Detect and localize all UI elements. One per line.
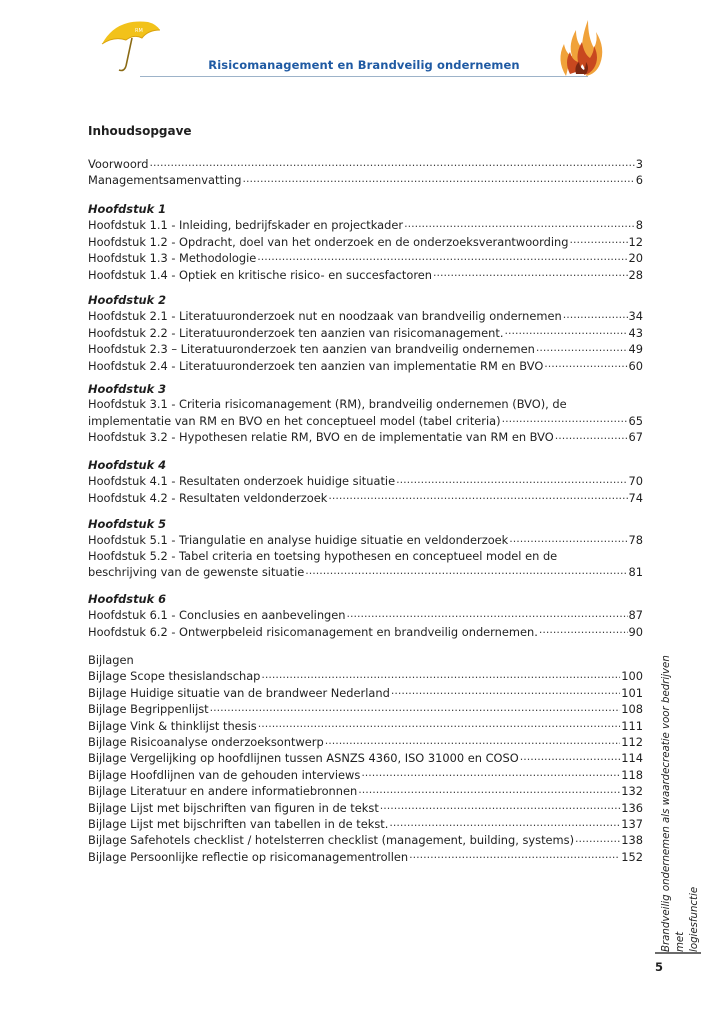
toc-entry-page: 49 bbox=[628, 342, 643, 357]
appendices-label: Bijlagen bbox=[88, 653, 134, 667]
toc-entry-page: 34 bbox=[628, 309, 643, 324]
toc-row[interactable] bbox=[88, 701, 643, 717]
toc-entry-title: Hoofdstuk 2.3 – Literatuuronderzoek ten aanzien van brandveilig ondernemen bbox=[88, 342, 535, 357]
toc-row[interactable] bbox=[88, 308, 643, 324]
toc-entry-title: implementatie van RM en BVO en het conceptueel model (tabel criteria) bbox=[88, 413, 501, 428]
toc-entry-page: 28 bbox=[628, 267, 643, 282]
toc-entry-title: Hoofdstuk 2.1 - Literatuuronderzoek nut en noodzaak van brandveilig ondernemen bbox=[88, 309, 562, 324]
toc-entry-page: 101 bbox=[621, 685, 643, 700]
toc-entry-title: Hoofdstuk 1.4 - Optiek en kritische risico- en succesfactoren bbox=[88, 267, 433, 282]
toc-entry-page: 118 bbox=[621, 767, 643, 782]
toc-row[interactable] bbox=[88, 325, 643, 341]
toc-entry-page: 6 bbox=[635, 173, 643, 188]
toc-entry-title: Hoofdstuk 1.1 - Inleiding, bedrijfskader en projectkader bbox=[88, 218, 404, 233]
toc-entry-title: Bijlage Literatuur en andere informatiebronnen bbox=[88, 784, 358, 799]
toc-chapter-5 bbox=[88, 517, 643, 581]
toc-entry-page: 12 bbox=[628, 234, 643, 249]
chapter-label: Hoofdstuk 4 bbox=[88, 458, 167, 472]
toc-heading: Inhoudsopgave bbox=[88, 124, 192, 138]
toc-entry-page: 20 bbox=[628, 251, 643, 266]
toc-row[interactable] bbox=[88, 564, 643, 580]
toc-row[interactable] bbox=[88, 816, 643, 832]
page-header-title: Risicomanagement en Brandveilig ondernemen bbox=[208, 58, 520, 72]
toc-entry-title-line1[interactable]: Hoofdstuk 3.1 - Criteria risicomanagement (RM), brandveilig ondernemen (BVO), de bbox=[88, 397, 567, 412]
toc-entry-page: 111 bbox=[621, 718, 643, 733]
toc-row[interactable] bbox=[88, 718, 643, 734]
toc-chapter-4 bbox=[88, 458, 643, 506]
toc-row[interactable] bbox=[88, 473, 643, 489]
toc-entry-title: Voorwoord bbox=[88, 157, 149, 171]
toc-entry-page: 112 bbox=[621, 735, 643, 750]
toc-entry-title: Hoofdstuk 3.2 - Hypothesen relatie RM, BVO en de implementatie van RM en BVO bbox=[88, 430, 554, 445]
toc-entry-title: Hoofdstuk 4.1 - Resultaten onderzoek huidige situatie bbox=[88, 474, 396, 489]
toc-entry-title: Bijlage Risicoanalyse onderzoeksontwerp bbox=[88, 735, 324, 750]
toc-entry-title: Bijlage Vergelijking op hoofdlijnen tussen ASNZS 4360, ISO 31000 en COSO bbox=[88, 751, 519, 766]
toc-entry-page: 43 bbox=[628, 325, 643, 340]
toc-row[interactable] bbox=[88, 767, 643, 783]
toc-entry-page: 60 bbox=[628, 358, 643, 373]
toc-row[interactable] bbox=[88, 800, 643, 816]
toc-row[interactable] bbox=[88, 250, 643, 266]
toc-row[interactable] bbox=[88, 429, 643, 445]
toc-entry-title: Bijlage Lijst met bijschriften van figuren in de tekst bbox=[88, 800, 379, 815]
toc-entry-title: Bijlage Hoofdlijnen van de gehouden interviews bbox=[88, 767, 361, 782]
chapter-label: Hoofdstuk 1 bbox=[88, 202, 167, 216]
toc-row-voorwoord[interactable] bbox=[88, 156, 643, 172]
side-title-line2: logiesfunctie bbox=[689, 886, 700, 952]
toc-entry-page: 67 bbox=[628, 430, 643, 445]
toc-entry-page: 3 bbox=[635, 157, 643, 171]
toc-entry-title: Bijlage Scope thesislandschap bbox=[88, 669, 261, 684]
toc-row[interactable] bbox=[88, 532, 643, 548]
toc-entry-page: 87 bbox=[628, 608, 643, 623]
toc-appendices bbox=[88, 653, 643, 865]
toc-row[interactable] bbox=[88, 490, 643, 506]
toc-entry-title: Managementsamenvatting bbox=[88, 173, 242, 188]
toc-entry-title: Hoofdstuk 1.2 - Opdracht, doel van het onderzoek en de onderzoeksverantwoording bbox=[88, 234, 569, 249]
toc-entry-title: Hoofdstuk 4.2 - Resultaten veldonderzoek bbox=[88, 490, 328, 505]
flames-logo bbox=[552, 14, 608, 80]
toc-intro-group bbox=[88, 156, 643, 189]
toc-entry-page: 152 bbox=[621, 849, 643, 864]
toc-entry-title: Bijlage Persoonlijke reflectie op risicomanagementrollen bbox=[88, 849, 409, 864]
toc-entry-page: 132 bbox=[621, 784, 643, 799]
toc-row[interactable] bbox=[88, 849, 643, 865]
toc-entry-title: Bijlage Safehotels checklist / hotelsterren checklist (management, building, systems) bbox=[88, 833, 575, 848]
toc-row[interactable] bbox=[88, 734, 643, 750]
header-divider bbox=[140, 76, 588, 77]
chapter-label: Hoofdstuk 5 bbox=[88, 517, 167, 531]
toc-chapter-3 bbox=[88, 382, 643, 446]
toc-entry-title: Hoofdstuk 6.1 - Conclusies en aanbevelingen bbox=[88, 608, 346, 623]
toc-chapter-6 bbox=[88, 592, 643, 640]
toc-chapter-1 bbox=[88, 202, 643, 283]
toc-entry-page: 108 bbox=[621, 702, 643, 717]
toc-row[interactable] bbox=[88, 750, 643, 766]
toc-row-managementsamenvatting[interactable] bbox=[88, 172, 643, 188]
toc-entry-title: Bijlage Huidige situatie van de brandweer Nederland bbox=[88, 685, 390, 700]
footer-divider bbox=[655, 952, 701, 954]
toc-entry-page: 8 bbox=[635, 218, 643, 233]
toc-entry-page: 90 bbox=[628, 624, 643, 639]
toc-entry-page: 81 bbox=[628, 565, 643, 580]
chapter-label: Hoofdstuk 6 bbox=[88, 592, 167, 606]
toc-chapter-2 bbox=[88, 293, 643, 374]
toc-entry-page: 137 bbox=[621, 817, 643, 832]
toc-entry-page: 100 bbox=[621, 669, 643, 684]
toc-row[interactable] bbox=[88, 668, 643, 684]
toc-entry-page: 78 bbox=[628, 533, 643, 548]
chapter-label: Hoofdstuk 2 bbox=[88, 293, 167, 307]
toc-entry-page: 136 bbox=[621, 800, 643, 815]
toc-row[interactable] bbox=[88, 783, 643, 799]
toc-entry-page: 114 bbox=[621, 751, 643, 766]
toc-row[interactable] bbox=[88, 341, 643, 357]
toc-entry-title: Hoofdstuk 2.2 - Literatuuronderzoek ten aanzien van risicomanagement. bbox=[88, 325, 504, 340]
toc-entry-title: Bijlage Vink & thinklijst thesis bbox=[88, 718, 257, 733]
toc-row[interactable] bbox=[88, 267, 643, 283]
toc-row[interactable] bbox=[88, 607, 643, 623]
toc-entry-title: Hoofdstuk 2.4 - Literatuuronderzoek ten aanzien van implementatie RM en BVO bbox=[88, 358, 544, 373]
toc-entry-title: Hoofdstuk 5.1 - Triangulatie en analyse huidige situatie en veldonderzoek bbox=[88, 533, 509, 548]
toc-entry-page: 65 bbox=[628, 413, 643, 428]
toc-row[interactable] bbox=[88, 832, 643, 848]
toc-entry-page: 70 bbox=[628, 474, 643, 489]
toc-entry-page: 138 bbox=[621, 833, 643, 848]
toc-entry-title-line1[interactable]: Hoofdstuk 5.2 - Tabel criteria en toetsing hypothesen en conceptueel model en de bbox=[88, 548, 558, 563]
side-running-title bbox=[660, 640, 700, 952]
toc-row[interactable] bbox=[88, 685, 643, 701]
toc-row[interactable] bbox=[88, 217, 643, 233]
toc-row[interactable] bbox=[88, 413, 643, 429]
toc-entry-title: Hoofdstuk 1.3 - Methodologie bbox=[88, 251, 257, 266]
chapter-label: Hoofdstuk 3 bbox=[88, 382, 167, 396]
toc-row[interactable] bbox=[88, 624, 643, 640]
toc-row[interactable] bbox=[88, 234, 643, 250]
side-title-line1: Brandveilig ondernemen als waardecreatie voor bedrijven met bbox=[661, 655, 686, 952]
toc-entry-page: 74 bbox=[628, 490, 643, 505]
toc-entry-title: Bijlage Begrippenlijst bbox=[88, 702, 209, 717]
toc-row[interactable] bbox=[88, 358, 643, 374]
page-number: 5 bbox=[655, 960, 664, 974]
toc-entry-title: Bijlage Lijst met bijschriften van tabellen in de tekst. bbox=[88, 817, 389, 832]
toc-entry-title: beschrijving van de gewenste situatie bbox=[88, 565, 305, 580]
svg-text:RM: RM bbox=[135, 28, 143, 34]
toc-entry-title: Hoofdstuk 6.2 - Ontwerpbeleid risicomanagement en brandveilig ondernemen. bbox=[88, 624, 538, 639]
